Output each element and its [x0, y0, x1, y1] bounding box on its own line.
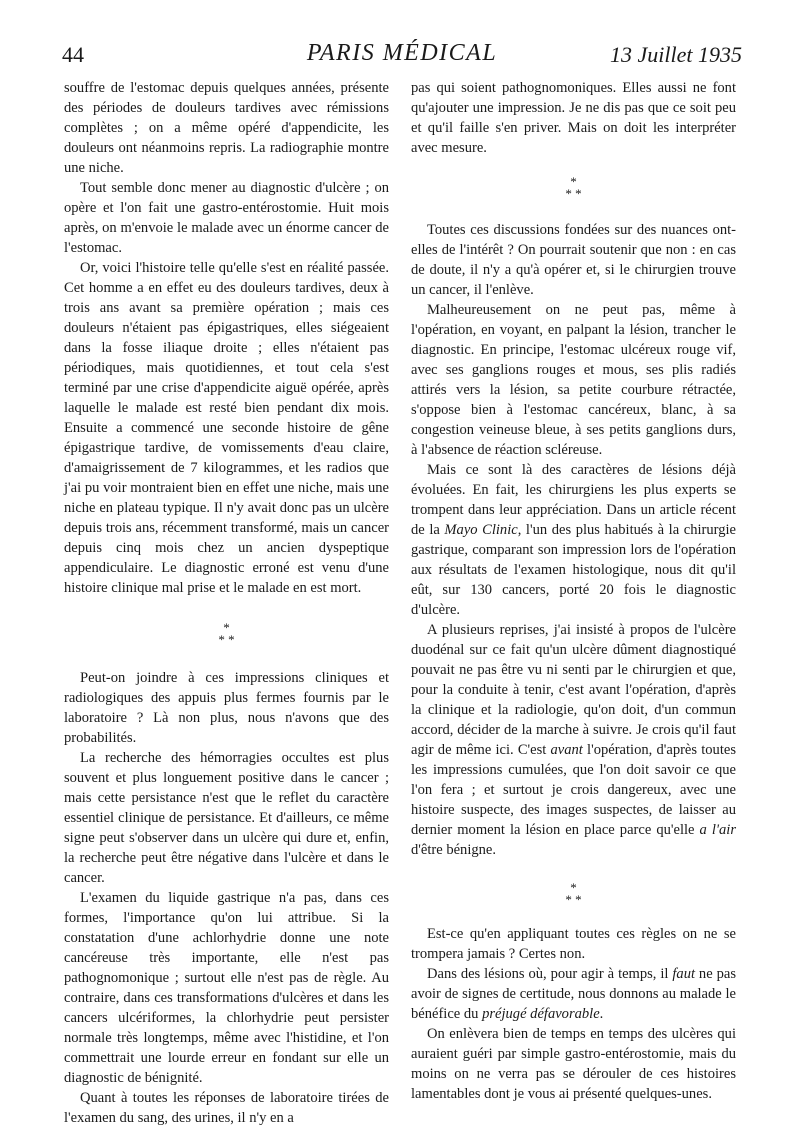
emphasis: Mayo Clinic: [444, 522, 518, 538]
asterism-glyph: * * *: [565, 880, 582, 907]
paragraph: souffre de l'estomac depuis quelques années, présente des périodes de douleurs tardives avec rémissions complètes ; on a même opéré d'appendicite, les douleurs ont néanmoins repris. La radiographie montre une niche.: [64, 80, 389, 176]
text-run: d'être bénigne.: [411, 842, 497, 858]
emphasis: a l'air: [699, 822, 736, 838]
section-separator: [411, 882, 736, 906]
paragraph: [411, 620, 736, 860]
paragraph: L'examen du liquide gastrique n'a pas, dans ces formes, l'importance qu'on lui attribue. Si la constatation d'une achlorhydrie donne une note cancéreuse très importante, elle n'est pas pathognomonique ; surtout elle n'est pas de règle. Au contraire, dans ces transformations d'ulcères et dans les cancers ulcériformes, la chlorhydrie peut persister normale très longtemps, même avec l'histidine, et l'on commettrait une lourde erreur en fondant sur elle un diagnostic de bénignité.: [64, 890, 389, 1086]
journal-title: PARIS MÉDICAL: [306, 40, 498, 66]
running-header: [62, 40, 742, 72]
paragraph: Tout semble donc mener au diagnostic d'ulcère ; on opère et l'on fait une gastro-entérostomie. Huit mois après, on m'envoie le malade avec un énorme cancer de l'estomac.: [64, 180, 389, 256]
text-run: l'opération, d'après toutes les impressions cumulées, que l'on doit savoir ce que l'on fera ; et surtout je crois dangereux, avec une histoire suspecte, des images suspectes, de laisser au dernier moment la lésion en place parce qu'elle: [411, 742, 736, 838]
emphasis: faut: [672, 966, 696, 982]
left-column: [64, 78, 389, 1128]
text-run: ne pas avoir de signes de certitude, nous donnons au malade le bénéfice du: [411, 966, 736, 1022]
paragraph: On enlèvera bien de temps en temps des ulcères qui auraient guéri par simple gastro-entérostomie, mais du moins on ne verra pas se dérouler de ces histoires lamentables dont je vous ai présenté quelques-unes.: [411, 1026, 736, 1102]
text-run: .: [599, 1006, 604, 1022]
right-column: [411, 78, 736, 1104]
paragraph: [411, 460, 736, 620]
text-run: Dans des lésions où, pour agir à temps, il: [427, 966, 673, 982]
emphasis: avant: [550, 742, 583, 758]
section-separator: [411, 176, 736, 200]
asterism-glyph: * * *: [565, 174, 582, 201]
emphasis: préjugé défavorable: [482, 1006, 600, 1022]
text-run: A plusieurs reprises, j'ai insisté à propos de l'ulcère duodénal sur ce fait qu'un ulcère dûment diagnostiqué pouvait ne pas être vu ni senti par le chirurgien et que, pour la conduite à tenir, c'est avant l'opération, d'après la clinique et la radiologie, qu'on doit, d'un commun accord, décider de la marche à suivre. Je crois qu'il faut agir de même ici. C'est: [411, 622, 736, 758]
paragraph: La recherche des hémorragies occultes est plus souvent et plus longuement positive dans le cancer ; mais cette persistance n'est que le reflet du caractère essentiel clinique de persistance. Et d'ailleurs, ce même signe peut s'observer dans un ulcère qui dure et, enfin, la recherche peut être négative dans l'ulcère et dans le cancer.: [64, 750, 389, 886]
paragraph: Est-ce qu'en appliquant toutes ces règles on ne se trompera jamais ? Certes non.: [411, 926, 736, 962]
paragraph: Toutes ces discussions fondées sur des nuances ont-elles de l'intérêt ? On pourrait soutenir que non : en cas de doute, il n'y a qu'à opérer et, si le chirurgien trouve un cancer, il l'enlève.: [411, 222, 736, 298]
paragraph: Quant à toutes les réponses de laboratoire tirées de l'examen du sang, des urines, il n'y en a: [64, 1090, 389, 1126]
text-run: Mais ce sont là des caractères de lésions déjà évoluées. En fait, les chirurgiens les plus experts se trompent dans leur appréciation. Dans un article récent de la: [411, 462, 736, 538]
text-run: , l'un des plus habitués à la chirurgie gastrique, comparant son impression lors de l'opération aux résultats de l'examen histologique, nous dit qu'il eût, sur 130 cancers, porté 20 fois le diagnostic d'ulcère.: [411, 522, 736, 618]
page-number: 44: [62, 42, 84, 67]
asterism-glyph: * * *: [218, 620, 235, 647]
paragraph: [411, 964, 736, 1024]
paragraph: Or, voici l'histoire telle qu'elle s'est en réalité passée. Cet homme a en effet eu des douleurs tardives, deux à trois ans avant sa première opération ; mais ces douleurs n'étaient pas épigastriques, elles siégeaient dans la fosse iliaque droite ; elles n'étaient pas périodiques, mais quotidiennes, et tout cela s'est terminé par une crise d'appendicite aiguë opérée, après laquelle le malade est resté bien pendant dix mois. Ensuite a commencé une seconde histoire de gêne épigastrique tardive, de vomissements d'eau claire, d'amaigrissement de 7 kilogrammes, et les radios que j'ai pu voir montraient bien en effet une niche, mais une niche en plateau typique. Il n'y avait donc pas un ulcère depuis trois ans, récemment transformé, mais un cancer depuis cinq mois chez un ancien dyspeptique appendiculaire. Le diagnostic erroné est venu d'une histoire clinique mal prise et le malade en est mort.: [64, 260, 389, 596]
paragraph: Malheureusement on ne peut pas, même à l'opération, en voyant, en palpant la lésion, trancher le diagnostic. En principe, l'estomac ulcéreux rouge vif, avec ses ganglions rouges et mous, ses plis radiés attirés vers la lésion, sa petite courbure rétractée, s'oppose bien à l'estomac cancéreux, blanc, à sa congestion veineuse bleue, à ses petits ganglions durs, à l'absence de réaction scléreuse.: [411, 302, 736, 458]
issue-date: 13 Juillet 1935: [610, 42, 742, 67]
section-separator: [64, 622, 389, 646]
paragraph: pas qui soient pathognomoniques. Elles aussi ne font qu'ajouter une impression. Je ne dis pas que ce soit peu et qu'il faille s'en priver. Mais on doit les interpréter avec mesure.: [411, 80, 736, 156]
paragraph: Peut-on joindre à ces impressions cliniques et radiologiques des appuis plus fermes fournis par le laboratoire ? Là non plus, nous n'avons que des probabilités.: [64, 670, 389, 746]
